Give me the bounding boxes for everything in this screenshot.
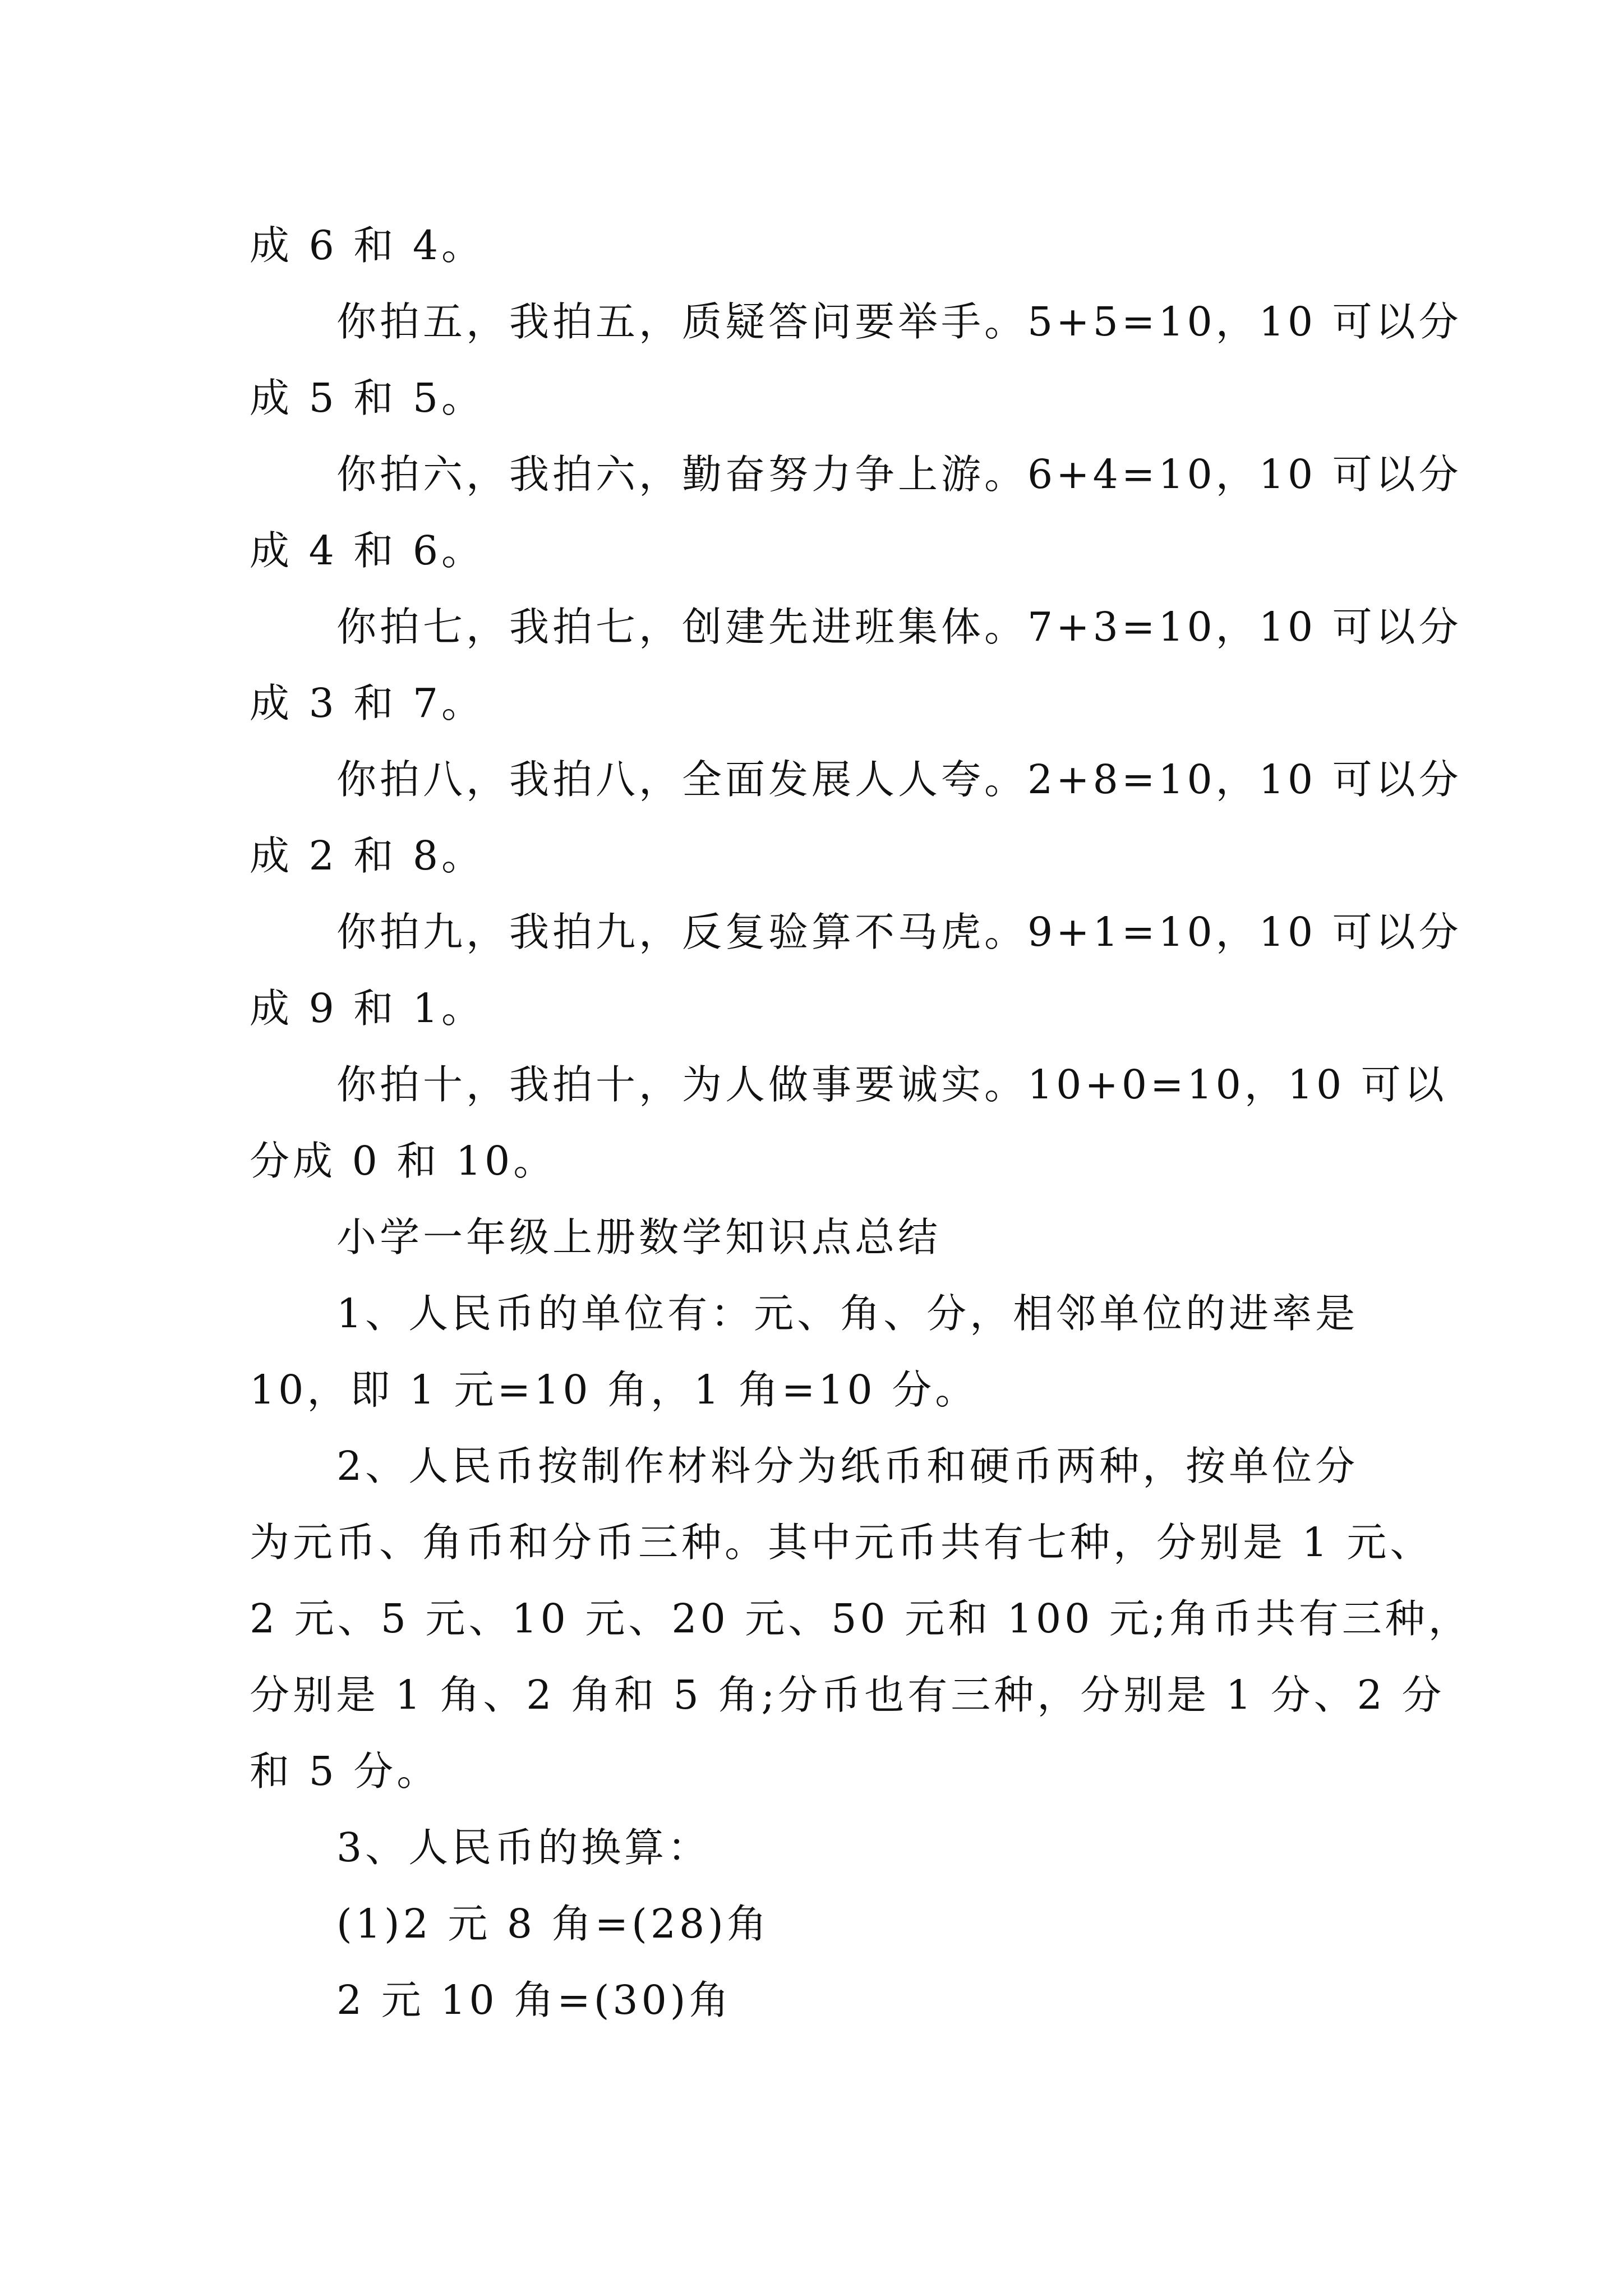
- text-line: 为元币、角币和分币三种。其中元币共有七种，分别是 1 元、: [250, 1519, 1433, 1566]
- text-line: (1)2 元 8 角=(28)角: [336, 1901, 770, 1947]
- text-line: 3、人民币的换算：: [336, 1824, 711, 1871]
- text-line: 成 2 和 8。: [250, 832, 485, 879]
- text-line: 成 3 和 7。: [250, 680, 485, 726]
- text-line: 成 6 和 4。: [250, 222, 485, 269]
- text-line: 2 元、5 元、10 元、20 元、50 元和 100 元;角币共有三种，: [250, 1595, 1472, 1642]
- text-line: 你拍七，我拍七，创建先进班集体。7+3=10，10 可以分: [336, 604, 1462, 650]
- section-heading: 小学一年级上册数学知识点总结: [336, 1214, 942, 1260]
- text-line: 你拍十，我拍十，为人做事要诚实。10+0=10，10 可以: [336, 1061, 1447, 1108]
- text-line: 10，即 1 元=10 角，1 角=10 分。: [250, 1366, 979, 1413]
- text-line: 分别是 1 角、2 角和 5 角;分币也有三种，分别是 1 分、2 分: [250, 1672, 1445, 1718]
- text-line: 和 5 分。: [250, 1748, 440, 1795]
- text-line: 你拍九，我拍九，反复验算不马虎。9+1=10，10 可以分: [336, 909, 1462, 955]
- text-line: 成 9 和 1。: [250, 985, 485, 1032]
- document-body: [250, 208, 1472, 2039]
- text-line: 2 元 10 角=(30)角: [336, 1977, 732, 2023]
- text-line: 你拍八，我拍八，全面发展人人夸。2+8=10，10 可以分: [336, 756, 1462, 803]
- text-line: 成 5 和 5。: [250, 375, 485, 421]
- text-line: 1、人民币的单位有：元、角、分，相邻单位的进率是: [336, 1290, 1359, 1337]
- text-line: 你拍五，我拍五，质疑答问要举手。5+5=10，10 可以分: [336, 298, 1462, 345]
- text-line: 2、人民币按制作材料分为纸币和硬币两种，按单位分: [336, 1443, 1359, 1489]
- text-line: 你拍六，我拍六，勤奋努力争上游。6+4=10，10 可以分: [336, 451, 1462, 498]
- text-line: 成 4 和 6。: [250, 527, 485, 574]
- text-line: 分成 0 和 10。: [250, 1138, 557, 1184]
